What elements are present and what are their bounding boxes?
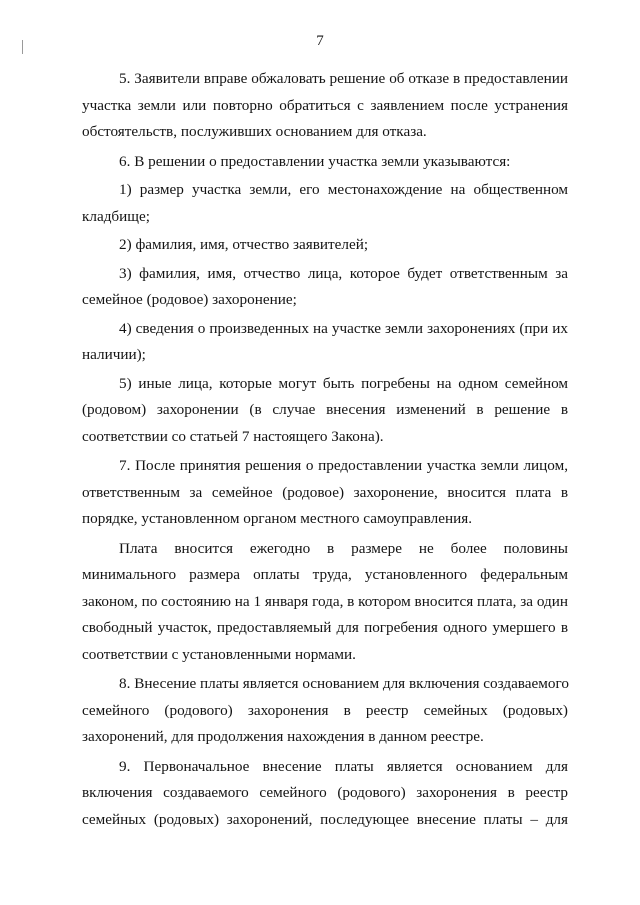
paragraph-8-line-1: 8. Внесение платы является основанием для включения создаваемого <box>119 675 569 692</box>
list-item-4-line-1: 4) сведения о произведенных на участке земли захоронениях (при их <box>119 319 568 337</box>
list-item-5-line-1: 5) иные лица, которые могут быть погребены на одном семейном <box>119 374 568 392</box>
list-item-5-line-2: (родовом) захоронении (в случае внесения изменений в решение в <box>82 401 568 418</box>
list-item-4-line-2: наличии); <box>82 346 146 363</box>
fee-paragraph-line-4: свободный участок, предоставляемый для погребения одного умершего в <box>82 619 568 636</box>
paragraph-7-line-1: 7. После принятия решения о предоставлении участка земли лицом, <box>119 457 568 474</box>
paragraph-7-line-3: порядке, установленном органом местного самоуправления. <box>82 510 472 527</box>
paragraph-9-line-1: 9. Первоначальное внесение платы является основанием для <box>119 757 568 775</box>
paragraph-7-line-2: ответственным за семейное (родовое) захоронение, вносится плата в <box>82 483 568 501</box>
document-body <box>82 66 568 833</box>
fee-paragraph-line-1: Плата вносится ежегодно в размере не более половины <box>119 539 568 557</box>
list-item-3-line-2: семейное (родовое) захоронение; <box>82 291 297 308</box>
list-item-2: 2) фамилия, имя, отчество заявителей; <box>119 236 369 253</box>
list-item-3-line-1: 3) фамилия, имя, отчество лица, которое будет ответственным за <box>119 264 568 282</box>
paragraph-8-line-2: семейного (родового) захоронения в реестр семейных (родовых) <box>82 701 568 719</box>
list-item-5-line-3: соответствии со статьей 7 настоящего Закона). <box>82 427 384 445</box>
fee-paragraph-line-5: соответствии с установленными нормами. <box>82 645 356 663</box>
fee-paragraph-line-2: минимального размера оплаты труда, установленного федеральным <box>82 566 568 583</box>
paragraph-5-line-3: обстоятельств, послуживших основанием для отказа. <box>82 123 427 140</box>
paragraph-5-line-2: участка земли или повторно обратиться с заявлением после устранения <box>82 96 568 114</box>
list-item-1-line-1: 1) размер участка земли, его местонахождение на общественном <box>119 181 568 198</box>
list-item-1-line-2: кладбище; <box>82 207 150 225</box>
paragraph-5-line-1: 5. Заявители вправе обжаловать решение об отказе в предоставлении <box>119 70 568 87</box>
fee-paragraph-line-3: законом, по состоянию на 1 января года, в котором вносится плата, за один <box>82 592 568 610</box>
paragraph-9-line-2: включения создаваемого семейного (родового) захоронения в реестр <box>82 784 568 801</box>
paragraph-8-line-3: захоронений, для продолжения нахождения в данном реестре. <box>82 728 484 745</box>
paragraph-9-line-3: семейных (родовых) захоронений, последующее внесение платы – для <box>82 810 568 828</box>
paragraph-6-line-1: 6. В решении о предоставлении участка земли указываются: <box>119 152 511 170</box>
page-number: 7 <box>316 33 324 49</box>
